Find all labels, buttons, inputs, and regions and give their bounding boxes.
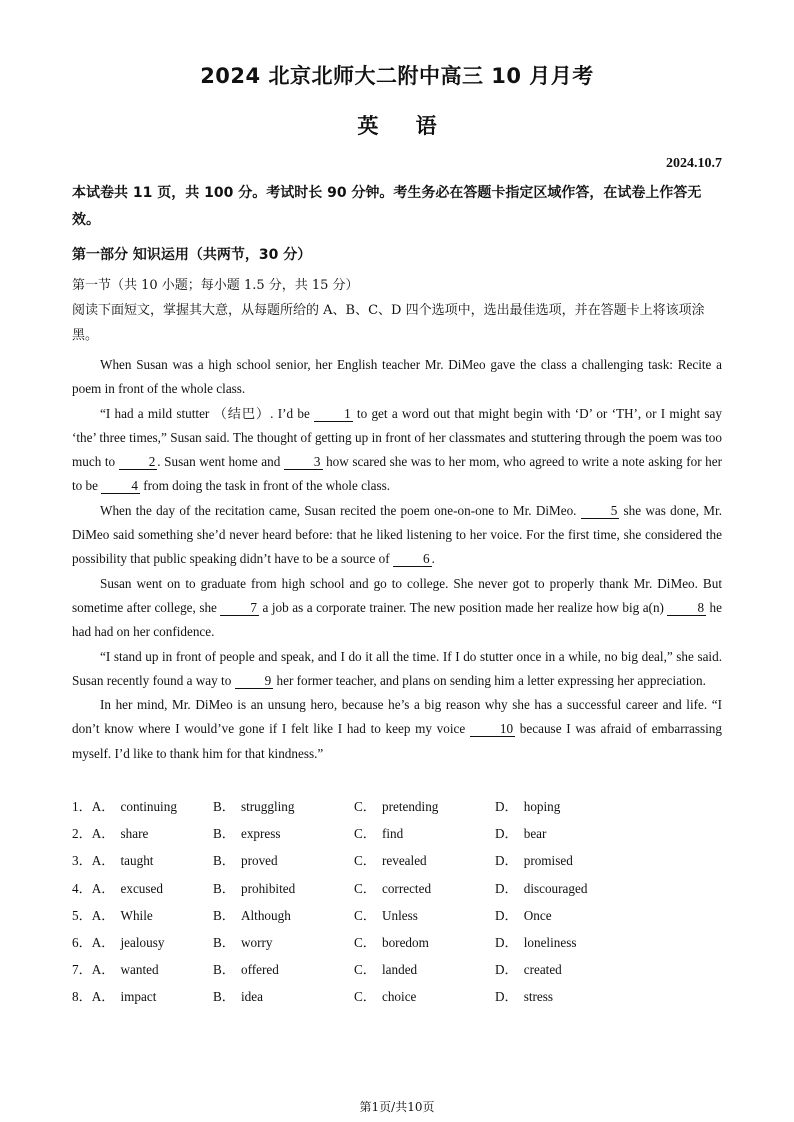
- option-b: B． prohibited: [213, 880, 296, 896]
- passage-paragraph-5: [72, 645, 722, 694]
- question-row: [72, 792, 722, 819]
- passage-text: he had had on her confidence.: [72, 599, 722, 640]
- option-b: B． proved: [213, 853, 278, 869]
- question-row: [72, 982, 722, 1009]
- passage-paragraph-2: [72, 402, 722, 499]
- blank-7: 7: [220, 601, 259, 616]
- option-c: C． boredom: [354, 935, 429, 951]
- option-d: D． discouraged: [495, 880, 588, 896]
- section-heading: 第一节（共 10 小题；每小题 1.5 分，共 15 分）: [72, 278, 359, 293]
- blank-1: 1: [314, 407, 353, 422]
- passage-paragraph-1: When Susan was a high school senior, her English teacher Mr. DiMeo gave the class a challenging task: Recite a poem in front of the whole class.: [72, 357, 722, 397]
- passage-text: from doing the task in front of the whole class.: [139, 478, 391, 494]
- passage-text: how scared she was to her mom, who agreed to write a note asking for her to be: [72, 454, 722, 494]
- passage-paragraph-6: [72, 693, 722, 766]
- passage-text: “I stand up in front of people and speak, and I do it all the time. If I do stutter once in a while, no big deal,” she said. Susan recently found a way to: [72, 648, 722, 688]
- option-a: 6．A． jealousy: [72, 935, 165, 951]
- option-d: D． hoping: [495, 799, 561, 815]
- option-b: B． struggling: [213, 799, 295, 815]
- passage-text: When the day of the recitation came, Susan recited the poem one-on-one to Mr. DiMeo.: [100, 502, 581, 518]
- option-d: D． created: [495, 962, 562, 978]
- blank-10: 10: [470, 722, 515, 737]
- option-d: D． loneliness: [495, 935, 577, 951]
- blank-2: 2: [119, 455, 158, 470]
- passage-paragraph-4: [72, 572, 722, 645]
- question-row: [72, 846, 722, 873]
- passage-text: . Susan went home and: [157, 454, 284, 470]
- option-b: B． worry: [213, 935, 273, 951]
- passage-text: to get a word out that might begin with ‘D’ or ‘TH’, or I might say ‘the’ three times,” Susan said. The thought of getting up in front of her classmates and stuttering through the poem was too much to: [72, 405, 722, 470]
- option-c: C． pretending: [354, 799, 439, 815]
- blank-6: 6: [393, 552, 432, 567]
- option-b: B． idea: [213, 989, 263, 1005]
- question-number: 7．: [72, 962, 92, 978]
- subject-title: 英 语: [357, 114, 437, 138]
- question-row: [72, 955, 722, 982]
- option-c: C． corrected: [354, 880, 432, 896]
- question-number: 5．: [72, 907, 92, 923]
- blank-4: 4: [101, 479, 140, 494]
- option-c: C． find: [354, 826, 404, 842]
- exam-notice: 本试卷共 11 页，共 100 分。考试时长 90 分钟。考生务必在答题卡指定区域作答，在试卷上作答无效。: [72, 185, 702, 228]
- option-d: D． Once: [495, 907, 552, 923]
- option-a: 2．A． share: [72, 826, 149, 842]
- option-a: 8．A． impact: [72, 989, 157, 1005]
- exam-date: 2024.10.7: [666, 156, 722, 171]
- passage-text: because I was afraid of embarrassing myself. I’d like to thank him for that kindness.”: [72, 721, 722, 761]
- passage-text: “I had a mild stutter （结巴）. I’d be: [100, 405, 315, 421]
- passage-text: a job as a corporate trainer. The new position made her realize how big a(n): [259, 599, 668, 615]
- option-a: 5．A． While: [72, 907, 153, 923]
- option-a: 1．A． continuing: [72, 799, 177, 815]
- passage-text: In her mind, Mr. DiMeo is an unsung hero, because he’s a big reason why she has a successful career and life. “I don’t know where I would’ve gone if I felt like I had to keep my voice: [72, 697, 722, 737]
- option-b: B． express: [213, 826, 281, 842]
- exam-title: 2024 北京北师大二附中高三 10 月月考: [200, 64, 594, 88]
- part-heading: 第一部分 知识运用（共两节，30 分）: [72, 247, 312, 263]
- option-c: C． choice: [354, 989, 417, 1005]
- passage-text: .: [431, 551, 435, 567]
- blank-9: 9: [235, 674, 274, 689]
- option-d: D． promised: [495, 853, 573, 869]
- blank-3: 3: [284, 455, 323, 470]
- option-b: B． Although: [213, 907, 291, 923]
- page-footer: 第1页/共10页: [359, 1100, 435, 1114]
- option-b: B． offered: [213, 962, 279, 978]
- question-number: 4．: [72, 880, 92, 896]
- question-row: [72, 874, 722, 901]
- option-d: D． bear: [495, 826, 547, 842]
- question-number: 1．: [72, 799, 92, 815]
- option-d: D． stress: [495, 989, 554, 1005]
- option-c: C． Unless: [354, 907, 418, 923]
- passage-paragraph-3: [72, 499, 722, 572]
- passage-text: her former teacher, and plans on sending him a letter expressing her appreciation.: [273, 672, 706, 688]
- option-a: 7．A． wanted: [72, 962, 159, 978]
- blank-5: 5: [581, 504, 620, 519]
- section-instruction: 阅读下面短文，掌握其大意，从每题所给的 A、B、C、D 四个选项中，选出最佳选项，并在答题卡上将该项涂黑。: [72, 303, 705, 343]
- question-number: 3．: [72, 853, 92, 869]
- question-number: 6．: [72, 935, 92, 951]
- question-number: 8．: [72, 989, 92, 1005]
- option-c: C． landed: [354, 962, 418, 978]
- question-row: [72, 901, 722, 928]
- question-row: [72, 928, 722, 955]
- option-c: C． revealed: [354, 853, 427, 869]
- option-a: 3．A． taught: [72, 853, 154, 869]
- question-options: [72, 792, 722, 1010]
- cloze-passage: [72, 353, 722, 766]
- passage-text: Susan went on to graduate from high school and go to college. She never got to properly thank Mr. DiMeo. But sometime after college, she: [72, 575, 722, 615]
- question-row: [72, 819, 722, 846]
- option-a: 4．A． excused: [72, 880, 163, 896]
- passage-text: she was done, Mr. DiMeo said something she’d never heard before: that he liked listening to her voice. For the first time, she considered the possibility that public speaking didn’t have to be a source of: [72, 502, 722, 567]
- question-number: 2．: [72, 826, 92, 842]
- blank-8: 8: [667, 601, 706, 616]
